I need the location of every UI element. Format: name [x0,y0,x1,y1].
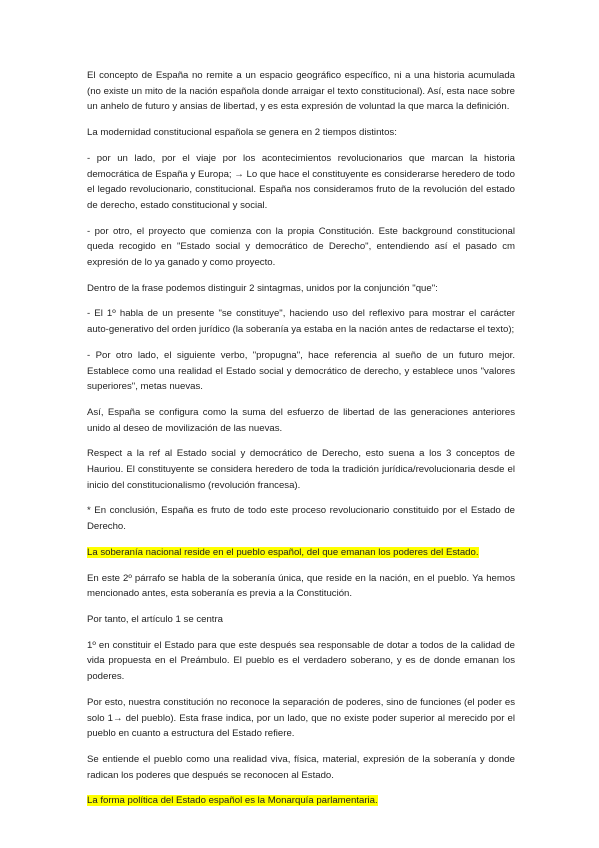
paragraph-asi-espana: Así, España se configura como la suma del esfuerzo de libertad de las generaciones anteriores unido al deseo de movilización de las nuevas. [87,406,515,434]
paragraph-por-un-lado: - por un lado, por el viaje por los acontecimientos revolucionarios que marcan la historia democrática de España y Europa; → Lo que hace el constituyente es considerarse heredero de todo el legado revolucionario, constitucional. España nos consideramos fruto de la revolución del estado de derecho, estado constitucional y social. [87,152,515,211]
paragraph-pueblo-realidad: Se entiende el pueblo como una realidad viva, física, material, expresión de la soberanía y donde radican los poderes que después se reconocen al Estado. [87,753,515,781]
paragraph-primero: 1º en constituir el Estado para que este después sea responsable de dotar a todos de la calidad de vida propuesta en el Preámbulo. El pueblo es el verdadero soberano, y es de donde emanan los poderes. [87,639,515,683]
paragraph-highlight-soberania [87,545,515,561]
paragraph-sintagmas: Dentro de la frase podemos distinguir 2 sintagmas, unidos por la conjunción "que": [87,282,438,294]
paragraph-conclusion: * En conclusión, España es fruto de todo este proceso revolucionario constituido por el Estado de Derecho. [87,505,515,533]
paragraph-highlight-monarquia [87,793,515,809]
document-page [87,68,515,819]
paragraph-por-otro: - por otro, el proyecto que comienza con la propia Constitución. Este background constitucional queda recogido en "Estado social y democrático de Derecho", entendiendo así el pasado cm expresión de lo ya ganado y como proyecto. [87,225,515,269]
paragraph-primer-sintagma: - El 1º habla de un presente "se constituye", haciendo uso del reflexivo para mostrar el carácter auto-generativo del orden jurídico (la soberanía ya estaba en la nación antes de redactarse el texto); [87,308,515,336]
paragraph-separacion-poderes: Por esto, nuestra constitución no reconoce la separación de poderes, sino de funciones (el poder es solo 1→ del pueblo). Esta frase indica, por un lado, que no existe poder superior al merecido por el pueblo en cuanto a estructura del Estado refiere. [87,696,515,740]
paragraph-segundo-parrafo: En este 2º párrafo se habla de la soberanía única, que reside en la nación, en el pueblo. Ya hemos mencionado antes, esta soberanía es previa a la Constitución. [87,572,515,600]
paragraph-modernidad: La modernidad constitucional española se genera en 2 tiempos distintos: [87,127,397,139]
highlighted-text-monarquia: La forma política del Estado español es la Monarquía parlamentaria. [87,795,378,807]
paragraph-por-tanto: Por tanto, el artículo 1 se centra [87,613,223,625]
paragraph-segundo-sintagma: - Por otro lado, el siguiente verbo, "propugna", hace referencia al sueño de un futuro mejor. Establece como una realidad el Estado social y democrático de derecho, y establece unos "valores superiores", metas nuevas. [87,349,515,393]
paragraph-hauriou: Respect a la ref al Estado social y democrático de Derecho, esto suena a los 3 conceptos de Hauriou. El constituyente se considera heredero de toda la tradición jurídica/revolucionaria desde el inicio del constitucionalismo (revolución francesa). [87,448,515,491]
paragraph-intro: El concepto de España no remite a un espacio geográfico específico, ni a una historia acumulada (no existe un mito de la nación española donde arraigar el texto constitucional). Así, esta nace sobre un anhelo de futuro y ansias de libertad, y es esta expresión de voluntad la que marca la definición. [87,70,515,113]
highlighted-text-soberania: La soberanía nacional reside en el pueblo español, del que emanan los poderes del Estado. [87,546,479,558]
